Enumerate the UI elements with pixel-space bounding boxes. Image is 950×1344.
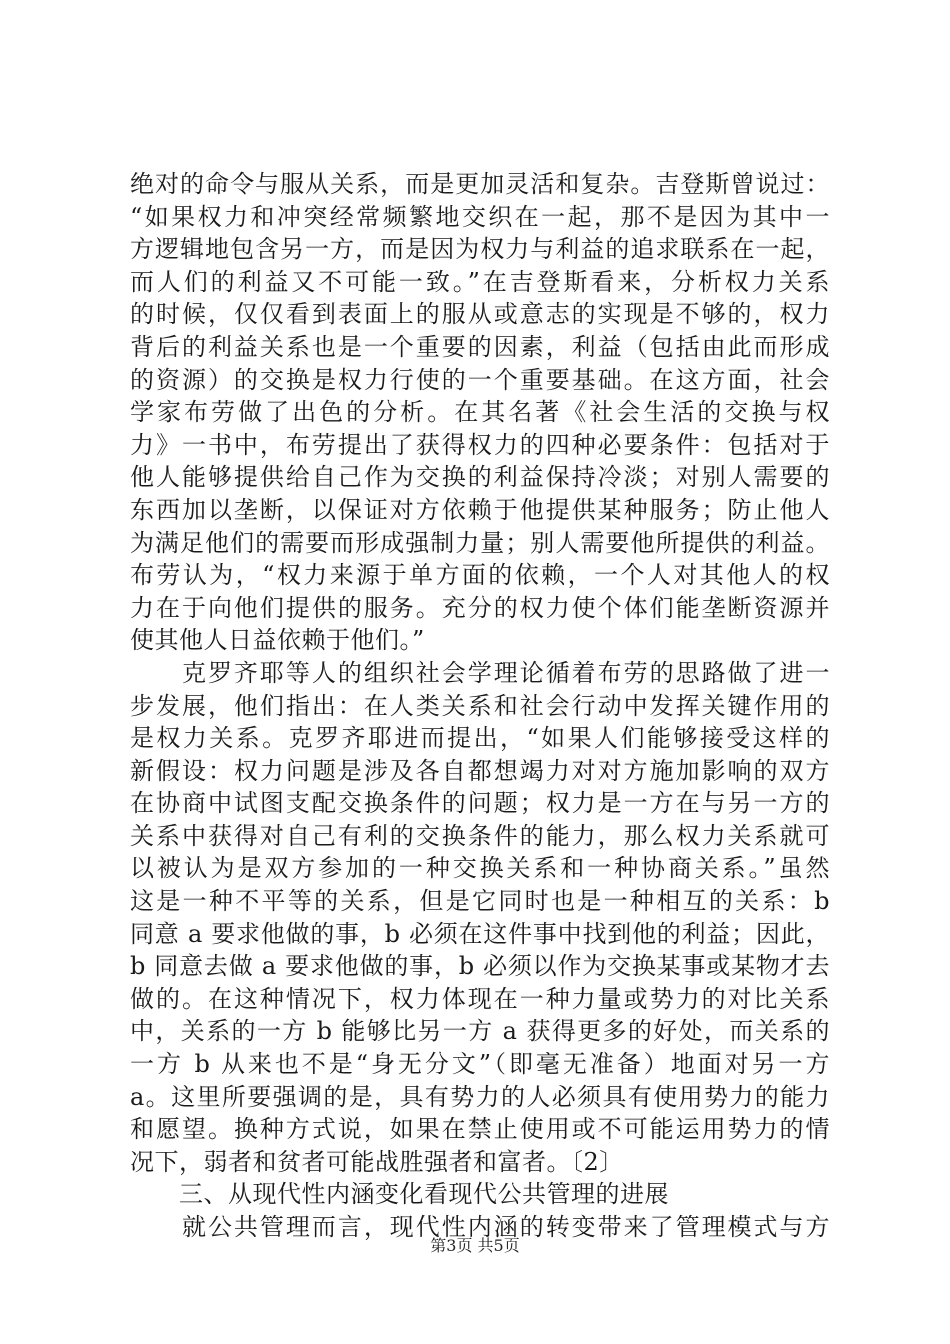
text-line: 方逻辑地包含另一方，而是因为权力与利益的追求联系在一起， xyxy=(130,235,830,264)
section-heading: 三、从现代性内涵变化看现代公共管理的进展 xyxy=(130,1180,669,1209)
text-line: 为满足他们的需要而形成强制力量；别人需要他所提供的利益。 xyxy=(130,528,830,557)
text-line: 力》一书中，布劳提出了获得权力的四种必要条件：包括对于 xyxy=(130,430,830,459)
text-line: 同意 a 要求他做的事，b 必须在这件事中找到他的利益；因此， xyxy=(130,919,830,948)
text-line: 中，关系的一方 b 能够比另一方 a 获得更多的好处，而关系的 xyxy=(130,1017,830,1046)
text-line: 在协商中试图支配交换条件的问题；权力是一方在与另一方的 xyxy=(130,789,830,818)
text-line: 力在于向他们提供的服务。充分的权力使个体们能垄断资源并 xyxy=(130,593,830,622)
text-line: 做的。在这种情况下，权力体现在一种力量或势力的对比关系 xyxy=(130,984,830,1013)
text-line: 使其他人日益依赖于他们。” xyxy=(130,626,425,655)
text-line: 学家布劳做了出色的分析。在其名著《社会生活的交换与权 xyxy=(130,398,830,427)
text-line: 是权力关系。克罗齐耶进而提出，“如果人们能够接受这样的 xyxy=(130,724,830,753)
text-line: 新假设：权力问题是涉及各自都想竭力对对方施加影响的双方 xyxy=(130,756,830,785)
text-line: 就公共管理而言，现代性内涵的转变带来了管理模式与方 xyxy=(130,1213,830,1241)
text-line: 布劳认为，“权力来源于单方面的依赖，一个人对其他人的权 xyxy=(130,561,830,590)
text-line: 他人能够提供给自己作为交换的利益保持冷淡；对别人需要的 xyxy=(130,463,830,492)
body-text xyxy=(130,168,830,1244)
text-line: 的时候，仅仅看到表面上的服从或意志的实现是不够的，权力 xyxy=(130,300,830,329)
text-line: 克罗齐耶等人的组织社会学理论循着布劳的思路做了进一 xyxy=(130,658,830,687)
text-line: 这是一种不平等的关系，但是它同时也是一种相互的关系：b xyxy=(130,887,830,916)
text-line: 背后的利益关系也是一个重要的因素，利益（包括由此而形成 xyxy=(130,332,830,361)
text-line: 关系中获得对自己有利的交换条件的能力，那么权力关系就可 xyxy=(130,821,830,850)
text-line: 况下，弱者和贫者可能战胜强者和富者。〔2〕 xyxy=(130,1147,624,1176)
text-line: 东西加以垄断，以保证对方依赖于他提供某种服务；防止他人 xyxy=(130,495,830,524)
text-line: b 同意去做 a 要求他做的事，b 必须以作为交换某事或某物才去 xyxy=(130,952,830,981)
text-line: 一方 b 从来也不是“身无分文”（即毫无准备）地面对另一方 xyxy=(130,1050,830,1079)
text-line: 和愿望。换种方式说，如果在禁止使用或不可能运用势力的情 xyxy=(130,1115,830,1144)
text-line: 步发展，他们指出：在人类关系和社会行动中发挥关键作用的 xyxy=(130,691,830,720)
text-line: a。这里所要强调的是，具有势力的人必须具有使用势力的能力 xyxy=(130,1082,830,1111)
text-line: 以被认为是双方参加的一种交换关系和一种协商关系。”虽然 xyxy=(130,854,830,883)
text-line: 绝对的命令与服从关系，而是更加灵活和复杂。吉登斯曾说过： xyxy=(130,170,830,198)
text-line: “如果权力和冲突经常频繁地交织在一起，那不是因为其中一 xyxy=(130,202,830,231)
text-line: 而人们的利益又不可能一致。”在吉登斯看来，分析权力关系 xyxy=(130,267,830,296)
text-line: 的资源）的交换是权力行使的一个重要基础。在这方面，社会 xyxy=(130,365,830,394)
page-number-footer: 第3页 共5页 xyxy=(430,1236,520,1255)
